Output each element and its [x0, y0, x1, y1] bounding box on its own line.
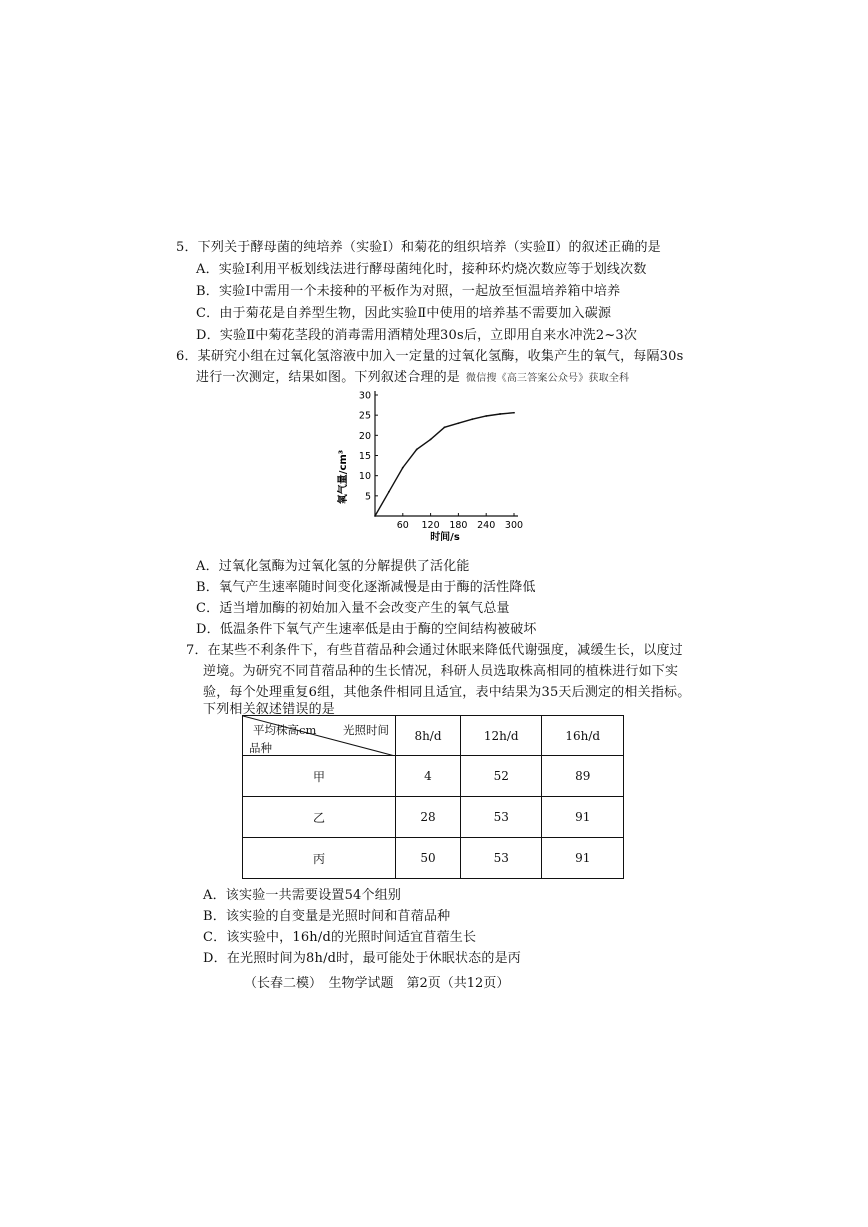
q6-stem-line1: 6．某研究小组在过氧化氢溶液中加入一定量的过氧化氢酶，收集产生的氧气，每隔30s	[176, 349, 684, 364]
page-footer: （长春二模） 生物学试题 第2页（共12页）	[244, 976, 510, 991]
table-row	[243, 756, 624, 797]
q5-stem: 5．下列关于酵母菌的纯培养（实验Ⅰ）和菊花的组织培养（实验Ⅱ）的叙述正确的是	[176, 240, 661, 255]
table-row	[243, 797, 624, 838]
table-cell: 50	[396, 838, 461, 879]
data-point	[388, 491, 390, 493]
table-cell: 52	[460, 756, 542, 797]
row-label: 丙	[243, 838, 396, 879]
oxygen-chart	[335, 385, 535, 545]
q6-option-a: A．过氧化氢酶为过氧化氢的分解提供了活化能	[196, 559, 470, 574]
chart-y-label: 氧气量/cm³	[338, 449, 349, 505]
q6-stem-text: 进行一次测定，结果如图。下列叙述合理的是	[196, 370, 461, 385]
q5-option-a: A．实验Ⅰ利用平板划线法进行酵母菌纯化时，接种环灼烧次数应等于划线次数	[196, 262, 647, 277]
q7-stem-line2: 逆境。为研究不同苜蓿品种的生长情况，科研人员选取株高相同的植株进行如下实	[203, 664, 679, 679]
column-header: 8h/d	[396, 716, 461, 756]
table-cell: 89	[542, 756, 624, 797]
table-corner-cell	[243, 716, 396, 756]
data-point	[374, 515, 376, 517]
q7-stem-line1: 7．在某些不利条件下，有些苜蓿品种会通过休眠来降低代谢强度，减缓生长，以度过	[186, 643, 683, 658]
q5-option-b: B．实验Ⅰ中需用一个未接种的平板作为对照，一起放至恒温培养箱中培养	[196, 284, 621, 299]
data-point	[444, 426, 446, 428]
table-cell: 28	[396, 797, 461, 838]
table-cell: 91	[542, 838, 624, 879]
q7-option-c: C．该实验中，16h/d的光照时间适宜苜蓿生长	[203, 930, 477, 945]
table-cell: 53	[460, 838, 542, 879]
data-point	[402, 467, 404, 469]
x-tick-label: 180	[449, 520, 468, 531]
column-header: 12h/d	[460, 716, 542, 756]
data-point	[513, 412, 515, 414]
table-cell: 53	[460, 797, 542, 838]
y-tick-label: 25	[358, 410, 371, 422]
table-header-row	[243, 716, 624, 756]
corner-light-time: 光照时间	[343, 723, 389, 737]
q7-option-d: D．在光照时间为8h/d时，最可能处于休眠状态的是丙	[203, 951, 521, 966]
watermark-note: 微信搜《高三答案公众号》获取全科	[466, 373, 630, 384]
x-tick-label: 120	[421, 520, 440, 531]
oxygen-curve	[375, 413, 514, 516]
data-point	[416, 449, 418, 451]
row-label: 乙	[243, 797, 396, 838]
row-label: 甲	[243, 756, 396, 797]
q6-option-c: C．适当增加酶的初始加入量不会改变产生的氧气总量	[196, 601, 510, 616]
q6-option-b: B．氧气产生速率随时间变化逐渐减慢是由于酶的活性降低	[196, 580, 536, 595]
q6-stem-line2	[196, 366, 629, 385]
x-tick-label: 300	[504, 520, 524, 531]
y-tick-label: 5	[364, 491, 371, 503]
corner-avg-height: 平均株高cm	[253, 723, 317, 737]
data-point	[430, 438, 432, 440]
table-cell: 4	[396, 756, 461, 797]
data-point	[458, 422, 460, 424]
q7-stem-line4: 下列相关叙述错误的是	[203, 702, 336, 717]
q7-stem-line3: 验，每个处理重复6组，其他条件相同且适宜，表中结果为35天后测定的相关指标。	[203, 685, 691, 700]
x-tick-label: 240	[477, 520, 496, 531]
table-cell: 91	[542, 797, 624, 838]
q7-option-b: B．该实验的自变量是光照时间和苜蓿品种	[203, 909, 451, 924]
column-header: 16h/d	[542, 716, 624, 756]
y-tick-label: 10	[358, 471, 371, 483]
chart-x-label: 时间/s	[430, 532, 460, 543]
q7-option-a: A．该实验一共需要设置54个组别	[203, 888, 402, 903]
q6-option-d: D．低温条件下氧气产生速率低是由于酶的空间结构被破坏	[196, 622, 537, 637]
data-point	[485, 415, 487, 417]
table-row	[243, 838, 624, 879]
q5-option-d: D．实验Ⅱ中菊花茎段的消毒需用酒精处理30s后，立即用自来水冲洗2~3次	[196, 328, 638, 343]
data-point	[499, 413, 501, 415]
y-tick-label: 30	[358, 390, 371, 402]
corner-variety: 品种	[249, 741, 272, 755]
y-tick-label: 20	[358, 430, 371, 442]
data-point	[471, 418, 473, 420]
plant-height-table	[242, 715, 624, 879]
q5-option-c: C．由于菊花是自养型生物，因此实验Ⅱ中使用的培养基不需要加入碳源	[196, 306, 612, 321]
y-tick-label: 15	[358, 451, 371, 462]
x-tick-label: 60	[396, 520, 409, 531]
